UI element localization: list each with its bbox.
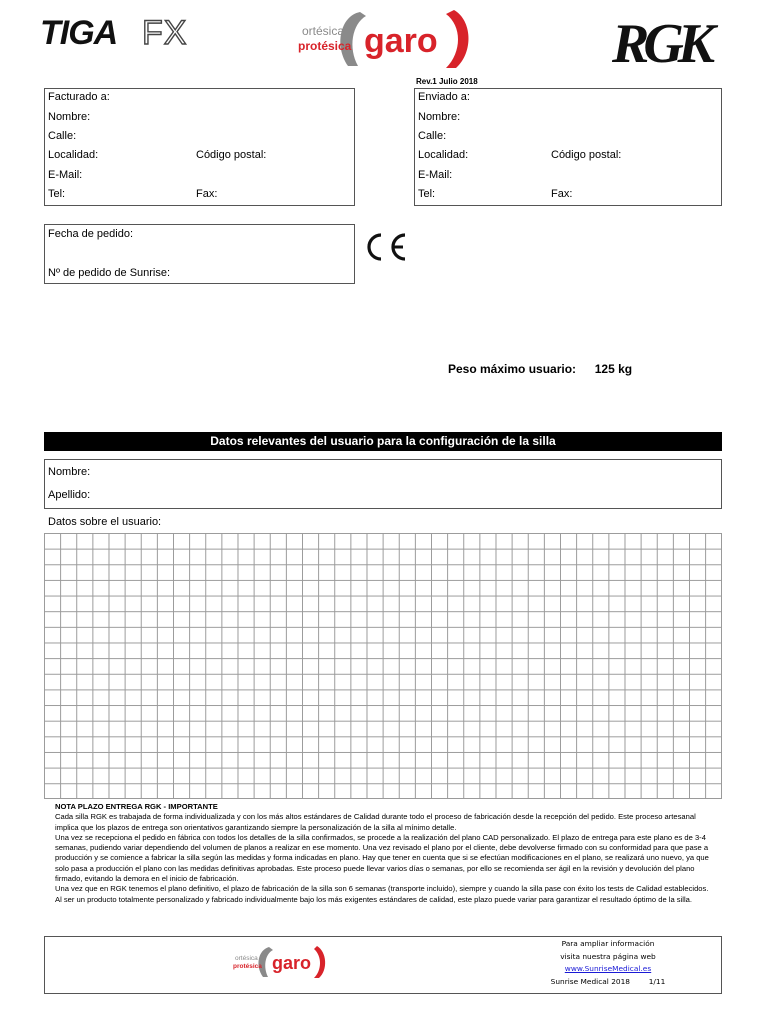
user-apellido-label: Apellido:: [48, 489, 91, 501]
billing-calle-label: Calle:: [48, 130, 77, 142]
max-weight-label: Peso máximo usuario:: [448, 362, 577, 376]
delivery-note-paragraph-2: Una vez se recepciona el pedido en fábrica con todos los detalles de la silla confirmados, se procede a la realización del plano CAD personalizado. El plazo de entrega para este plano es de 3-4 semanas, pudiendo variar dependiendo del volumen de planos a realizar en ese momento. Una vez revisado el plano por el cliente, debe devolverse firmado con su conformidad para que pase a producción y se comience a fabricar la silla según las medidas y forma indicadas en plano. Hay que tener en cuenta que si se efectúan modificaciones en el plano, se realizará uno nuevo, ya que solo pasa a producción el plano con las medidas definitivas aprobadas. Este proceso puede llevar varios días o semanas, por ello se recomienda ser ágil en la revisión y devolución del plano firmado, evitando la demora en el inicio de fabricación.: [55, 832, 709, 884]
footer-garo-logo: [233, 944, 333, 980]
delivery-note-title: NOTA PLAZO ENTREGA RGK - IMPORTANTE: [55, 802, 218, 811]
billing-localidad-label: Localidad:: [48, 149, 99, 161]
shipping-calle-label: Calle:: [418, 130, 447, 142]
shipping-fax-label: Fax:: [551, 188, 573, 200]
billing-cp-label: Código postal:: [196, 149, 267, 161]
order-date-label: Fecha de pedido:: [48, 228, 134, 240]
footer-company-page: [538, 976, 678, 989]
rgk-logo: [610, 12, 732, 74]
ce-mark-icon: [364, 231, 414, 263]
delivery-note-paragraph-1: Cada silla RGK es trabajada de forma individualizada y con los más altos estándares de Calidad durante todo el proceso de fabricación desde la recepción del pedido. Este proceso artesanal implica que los plazos de entrega son orientativos garantizando siempre la personalización de la silla al mínimo detalle.: [55, 812, 696, 832]
user-nombre-label: Nombre:: [48, 466, 91, 478]
max-weight-value: 125 kg: [594, 362, 633, 376]
max-weight: [448, 362, 632, 376]
tigafx-logo: [40, 14, 215, 50]
shipping-cp-label: Código postal:: [551, 149, 622, 161]
website-link[interactable]: www.SunriseMedical.es: [564, 964, 652, 973]
user-section-banner: Datos relevantes del usuario para la configuración de la silla: [44, 432, 722, 451]
svg-text:ortésica: ortésica: [302, 24, 345, 38]
revision-label: Rev.1 Julio 2018: [416, 77, 478, 86]
billing-tel-label: Tel:: [48, 188, 66, 200]
shipping-nombre-label: Nombre:: [418, 111, 461, 123]
svg-text:RGK: RGK: [612, 13, 710, 74]
svg-text:protésica: protésica: [298, 39, 352, 53]
svg-text:FX: FX: [142, 14, 188, 50]
drawing-grid[interactable]: [44, 533, 722, 799]
footer-line-1: Para ampliar información: [561, 939, 655, 948]
billing-nombre-label: Nombre:: [48, 111, 91, 123]
delivery-note: [55, 802, 715, 905]
billing-email-label: E-Mail:: [48, 169, 83, 181]
footer-page-number: 1/11: [648, 976, 666, 986]
footer-line-2: visita nuestra página web: [560, 951, 656, 961]
billing-title: Facturado a:: [48, 91, 110, 103]
order-number-label: Nº de pedido de Sunrise:: [48, 267, 171, 279]
svg-text:TIGA: TIGA: [40, 14, 118, 50]
shipping-email-label: E-Mail:: [418, 169, 453, 181]
svg-text:garo: garo: [272, 953, 312, 973]
svg-text:garo: garo: [364, 22, 438, 60]
footer-company: Sunrise Medical 2018: [550, 976, 631, 986]
shipping-title: Enviado a:: [418, 91, 470, 103]
svg-text:ortésica: ortésica: [235, 955, 258, 962]
user-data-label: Datos sobre el usuario:: [48, 516, 162, 528]
footer-info: [538, 938, 678, 988]
billing-fax-label: Fax:: [196, 188, 218, 200]
svg-text:protésica: protésica: [233, 963, 262, 970]
user-name-box: [44, 459, 722, 509]
shipping-tel-label: Tel:: [418, 188, 436, 200]
ortesica-garo-logo: [296, 6, 486, 72]
shipping-localidad-label: Localidad:: [418, 149, 469, 161]
delivery-note-paragraph-3: Una vez que en RGK tenemos el plano definitivo, el plazo de fabricación de la silla son 6 semanas (transporte incluido), siempre y cuando la silla pase con éxito los tests de Calidad establecidos. Al ser un producto totalmente personalizado y fabricado individualmente bajo los más exigentes estándares de calidad, este plazo puede variar para garantizar el resultado óptimo de la silla.: [55, 884, 709, 904]
